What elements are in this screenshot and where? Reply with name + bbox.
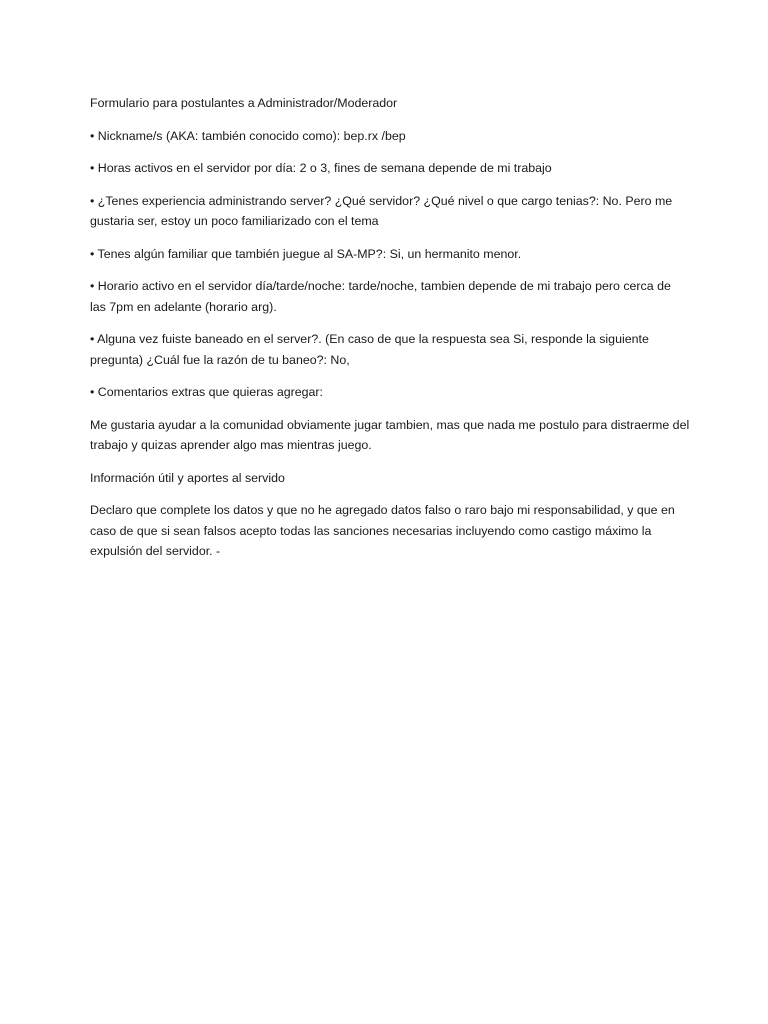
form-item-experience: • ¿Tenes experiencia administrando server? ¿Qué servidor? ¿Qué nivel o que cargo tenias?: No. Pero me gustaria ser, estoy un poco familiarizado con el tema — [90, 193, 673, 228]
document-page — [90, 93, 690, 574]
form-item-schedule: • Horario activo en el servidor día/tarde/noche: tarde/noche, tambien depende de mi trabajo pero cerca de las 7pm en adelante (horario arg). — [90, 279, 671, 314]
form-item-hours: • Horas activos en el servidor por día: 2 o 3, fines de semana depende de mi trabajo — [90, 161, 552, 175]
form-title: Formulario para postulantes a Administrador/Moderador — [90, 96, 398, 110]
form-item-nickname: • Nickname/s (AKA: también conocido como): bep.rx /bep — [90, 128, 406, 143]
form-item-family: • Tenes algún familiar que también juegue al SA-MP?: Si, un hermanito menor. — [90, 246, 522, 261]
section-heading: Información útil y aportes al servido — [90, 470, 285, 485]
form-item-comments: • Comentarios extras que quieras agregar: — [90, 385, 323, 399]
declaration-text: Declaro que complete los datos y que no he agregado datos falso o raro bajo mi responsabilidad, y que en caso de que si sean falsos acepto todas las sanciones necesarias incluyendo como castigo máximo la expulsión del servidor. - — [90, 503, 675, 558]
form-item-banned: • Alguna vez fuiste baneado en el server?. (En caso de que la respuesta sea Si, responde la siguiente pregunta) ¿Cuál fue la razón de tu baneo?: No, — [90, 332, 649, 367]
comment-text: Me gustaria ayudar a la comunidad obviamente jugar tambien, mas que nada me postulo para distraerme del trabajo y quizas aprender algo mas mientras juego. — [90, 417, 690, 452]
